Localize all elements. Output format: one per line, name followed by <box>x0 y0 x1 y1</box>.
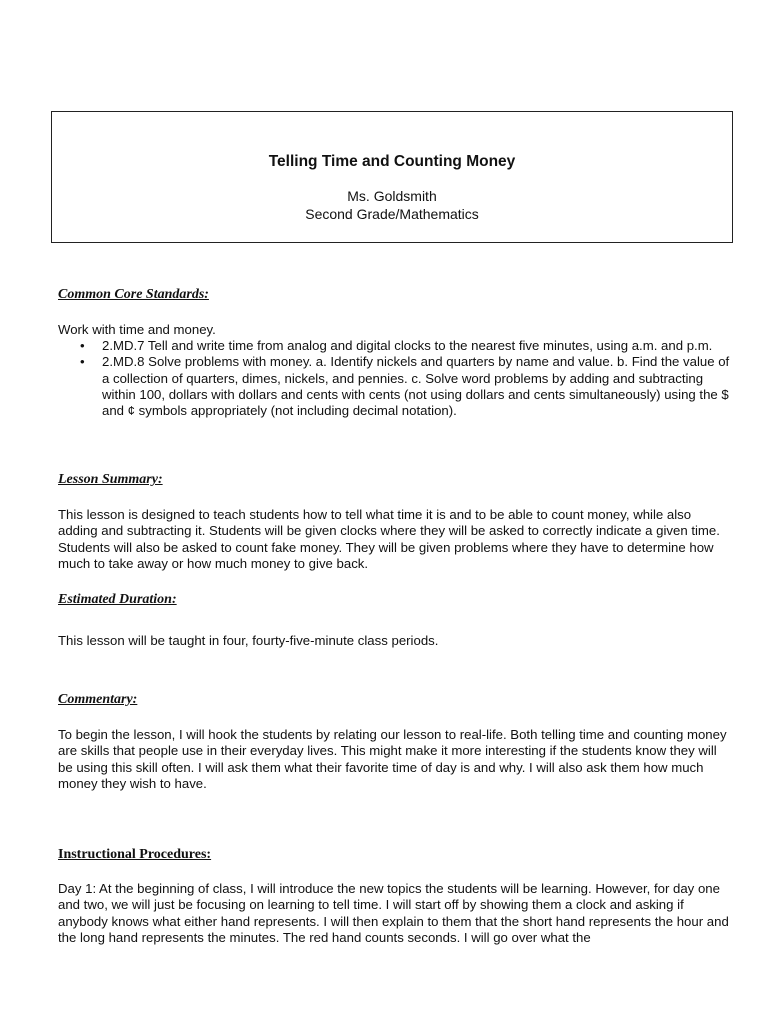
commentary-text: To begin the lesson, I will hook the students by relating our lesson to real-life. Both telling time and counting money are skills that people use in their everyday lives. This might make it more interesting if the students know they will be using this skill often. I will ask them what their favorite time of day is and why. I will also ask them how much money they wish to have. <box>58 727 727 791</box>
duration-text: This lesson will be taught in four, fourty-five-minute class periods. <box>58 633 439 648</box>
summary-text: This lesson is designed to teach students how to tell what time it is and to be able to count money, while also adding and subtracting it. Students will be given clocks where they will be asked to correctly indicate a given time. Students will also be asked to count fake money. They will be given problems where they have to determine how much to take away or how much money to give back. <box>58 507 720 571</box>
commentary-heading: Commentary: <box>58 692 138 707</box>
duration-heading: Estimated Duration: <box>58 592 177 607</box>
standard-item <box>58 338 733 354</box>
summary-heading: Lesson Summary: <box>58 472 163 487</box>
course-name: Second Grade/Mathematics <box>305 206 479 222</box>
document-title: Telling Time and Counting Money <box>268 153 516 170</box>
bullet-icon: • <box>80 354 85 370</box>
standards-intro: Work with time and money. <box>58 322 216 337</box>
standard-text: 2.MD.8 Solve problems with money. a. Identify nickels and quarters by name and value. b. Find the value of a collection of quarters, dimes, nickels, and pennies. c. Solve word problems by adding and subtracting within 100, dollars with dollars and cents with cents (not using dollars and cents simultaneously) using the $ and ¢ symbols appropriately (not including decimal notation). <box>102 354 730 419</box>
bullet-icon: • <box>80 338 85 353</box>
standard-item <box>58 354 733 419</box>
standards-list <box>58 338 733 419</box>
procedures-heading: Instructional Procedures: <box>58 847 212 862</box>
title-box <box>51 111 733 243</box>
author-name: Ms. Goldsmith <box>347 188 437 204</box>
procedures-text: Day 1: At the beginning of class, I will introduce the new topics the students will be learning. However, for day one and two, we will just be focusing on learning to tell time. I will start off by showing them a clock and asking if anybody knows what either hand represents. I will then explain to them that the short hand represents the hour and the long hand represents the minutes. The red hand counts seconds. I will go over what the <box>58 881 729 945</box>
standard-text: 2.MD.7 Tell and write time from analog and digital clocks to the nearest five minutes, using a.m. and p.m. <box>102 338 713 353</box>
standards-heading: Common Core Standards: <box>58 287 209 302</box>
